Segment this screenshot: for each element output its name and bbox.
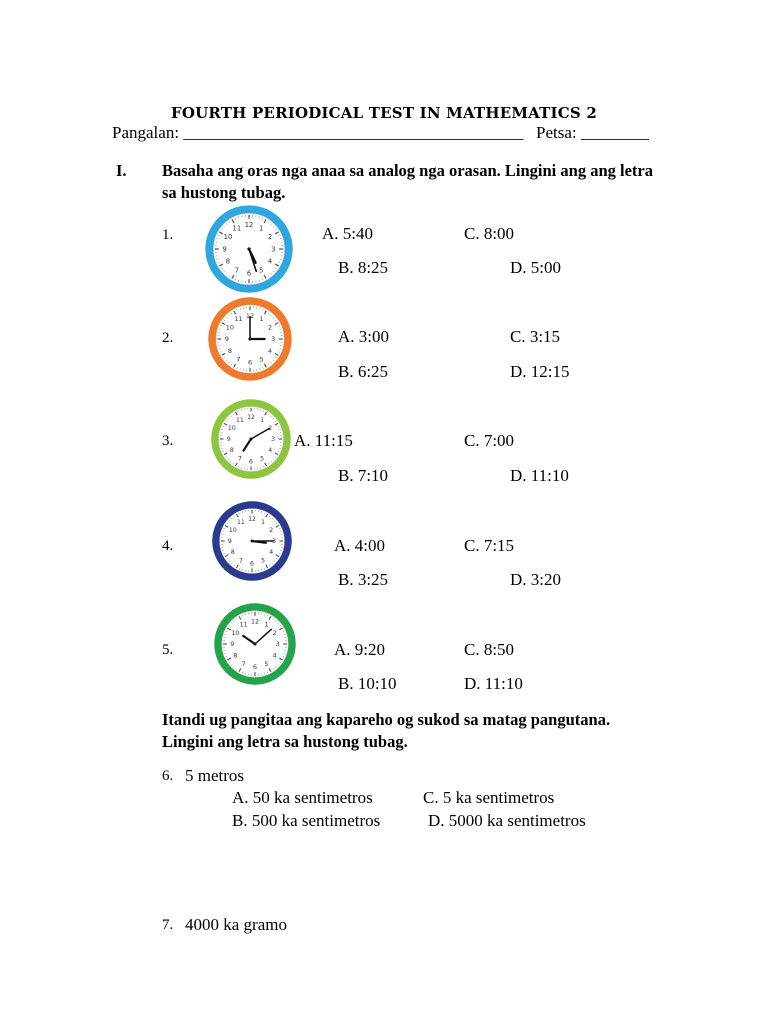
question-2-number: 2. xyxy=(162,330,174,346)
question-4-option-d[interactable]: D. 3:20 xyxy=(510,570,561,589)
section1-instruction-line1: Basaha ang oras nga anaa sa analog nga orasan. Lingini ang ang letra xyxy=(162,161,653,180)
clock-numeral: 1 xyxy=(259,315,264,324)
question-4-option-a[interactable]: A. 4:00 xyxy=(334,536,385,555)
clock-numeral: 10 xyxy=(227,425,236,433)
clock-numeral: 4 xyxy=(268,346,273,355)
clock-numeral: 5 xyxy=(261,557,266,565)
clock-numeral: 12 xyxy=(248,515,256,523)
clock-numeral: 11 xyxy=(236,416,244,424)
clock-numeral: 3 xyxy=(271,335,276,344)
question-6-prompt: 5 metros xyxy=(185,766,245,785)
clock-numeral: 4 xyxy=(268,447,273,455)
question-7-prompt: 4000 ka gramo xyxy=(185,915,287,934)
question-2-option-b[interactable]: B. 6:25 xyxy=(338,362,389,381)
clock-numeral: 1 xyxy=(260,416,265,424)
clock-center xyxy=(250,438,253,441)
clock-numeral: 6 xyxy=(246,269,252,278)
clock-numeral: 11 xyxy=(232,224,242,233)
clock-center xyxy=(253,642,256,645)
clock-numeral: 4 xyxy=(267,257,273,266)
question-5-option-d[interactable]: D. 11:10 xyxy=(464,674,523,693)
question-4-option-c[interactable]: C. 7:15 xyxy=(464,536,515,555)
question-1-option-d[interactable]: D. 5:00 xyxy=(510,258,561,277)
clock-numeral: 9 xyxy=(222,245,227,254)
clock-numeral: 9 xyxy=(227,538,232,546)
question-3-option-d[interactable]: D. 11:10 xyxy=(510,466,569,485)
clock-numeral: 2 xyxy=(269,527,274,535)
section-roman-numeral: I. xyxy=(116,161,127,180)
clock-numeral: 7 xyxy=(237,455,242,463)
clock-numeral: 8 xyxy=(229,447,234,455)
clock-center xyxy=(248,337,251,340)
clock-numeral: 11 xyxy=(239,621,248,629)
clock-numeral: 12 xyxy=(247,413,255,421)
clock-numeral: 5 xyxy=(260,455,265,463)
question-3-option-c[interactable]: C. 7:00 xyxy=(464,431,515,450)
question-1-option-c[interactable]: C. 8:00 xyxy=(464,224,515,243)
clock-numeral: 7 xyxy=(238,557,243,565)
clock-numeral: 10 xyxy=(231,629,240,637)
clock-numeral: 10 xyxy=(223,233,233,242)
question-6-option-b[interactable]: B. 500 ka sentimetros xyxy=(232,811,381,830)
clock-numeral: 11 xyxy=(234,315,243,324)
clock-numeral: 6 xyxy=(249,458,253,466)
clock-1-icon xyxy=(204,204,294,294)
clock-2-icon xyxy=(206,296,294,382)
question-3-option-a[interactable]: A. 11:15 xyxy=(294,431,353,450)
test-title: FOURTH PERIODICAL TEST IN MATHEMATICS 2 xyxy=(171,104,597,122)
question-4-option-b[interactable]: B. 3:25 xyxy=(338,570,389,589)
clock-numeral: 12 xyxy=(250,618,260,626)
question-1-number: 1. xyxy=(162,227,174,243)
question-2-option-a[interactable]: A. 3:00 xyxy=(338,327,389,346)
question-2-option-d[interactable]: D. 12:15 xyxy=(510,362,570,381)
section1-instruction-line2: sa hustong tubag. xyxy=(162,183,286,202)
clock-numeral: 9 xyxy=(230,641,235,649)
clock-numeral: 5 xyxy=(259,355,264,364)
clock-4-icon xyxy=(208,500,296,582)
clock-5-icon xyxy=(210,602,300,686)
question-3-option-b[interactable]: B. 7:10 xyxy=(338,466,389,485)
clock-numeral: 4 xyxy=(269,549,274,557)
clock-numeral: 12 xyxy=(244,221,254,230)
clock-numeral: 1 xyxy=(264,621,269,629)
question-1-option-a[interactable]: A. 5:40 xyxy=(322,224,373,243)
question-5-option-c[interactable]: C. 8:50 xyxy=(464,640,515,659)
question-3-number: 3. xyxy=(162,433,174,449)
clock-numeral: 6 xyxy=(250,560,254,568)
clock-center xyxy=(251,540,254,543)
clock-numeral: 5 xyxy=(259,266,264,275)
name-field-label: Pangalan: ________________________________________ xyxy=(112,123,524,142)
section2-instruction-line2: Lingini ang letra sa hustong tubag. xyxy=(162,732,408,751)
clock-numeral: 3 xyxy=(275,641,280,649)
clock-numeral: 7 xyxy=(241,660,246,668)
question-6-option-a[interactable]: A. 50 ka sentimetros xyxy=(232,788,373,807)
question-5-option-a[interactable]: A. 9:20 xyxy=(334,640,385,659)
clock-numeral: 12 xyxy=(245,312,255,321)
question-5-option-b[interactable]: B. 10:10 xyxy=(338,674,397,693)
clock-numeral: 2 xyxy=(268,323,273,332)
clock-numeral: 2 xyxy=(268,425,273,433)
question-5-number: 5. xyxy=(162,642,174,658)
clock-numeral: 10 xyxy=(228,527,237,535)
question-2-option-c[interactable]: C. 3:15 xyxy=(510,327,561,346)
clock-numeral: 2 xyxy=(272,629,277,637)
question-4-number: 4. xyxy=(162,538,174,554)
clock-numeral: 5 xyxy=(264,660,269,668)
clock-numeral: 11 xyxy=(237,518,245,526)
clock-numeral: 8 xyxy=(230,549,235,557)
clock-numeral: 3 xyxy=(271,436,276,444)
clock-numeral: 3 xyxy=(271,245,276,254)
clock-numeral: 10 xyxy=(225,323,234,332)
question-6-number: 6. xyxy=(162,768,174,784)
clock-numeral: 8 xyxy=(227,346,232,355)
question-6-option-d[interactable]: D. 5000 ka sentimetros xyxy=(428,811,586,830)
question-6-option-c[interactable]: C. 5 ka sentimetros xyxy=(423,788,555,807)
question-7-number: 7. xyxy=(162,917,174,933)
question-1-option-b[interactable]: B. 8:25 xyxy=(338,258,389,277)
clock-numeral: 1 xyxy=(261,518,266,526)
clock-numeral: 1 xyxy=(259,224,264,233)
clock-numeral: 8 xyxy=(233,652,238,660)
clock-numeral: 4 xyxy=(272,652,277,660)
section2-instruction-line1: Itandi ug pangitaa ang kapareho og sukod sa matag pangutana. xyxy=(162,710,611,729)
clock-center xyxy=(247,247,250,250)
clock-numeral: 7 xyxy=(234,266,239,275)
clock-numeral: 8 xyxy=(225,257,231,266)
date-field-label: Petsa: ________ xyxy=(536,123,649,142)
clock-numeral: 3 xyxy=(272,538,277,546)
clock-numeral: 6 xyxy=(247,358,253,367)
clock-numeral: 7 xyxy=(236,355,241,364)
clock-numeral: 9 xyxy=(224,335,229,344)
clock-numeral: 9 xyxy=(226,436,231,444)
clock-numeral: 6 xyxy=(252,663,258,671)
clock-3-icon xyxy=(206,398,296,480)
clock-numeral: 2 xyxy=(267,233,273,242)
